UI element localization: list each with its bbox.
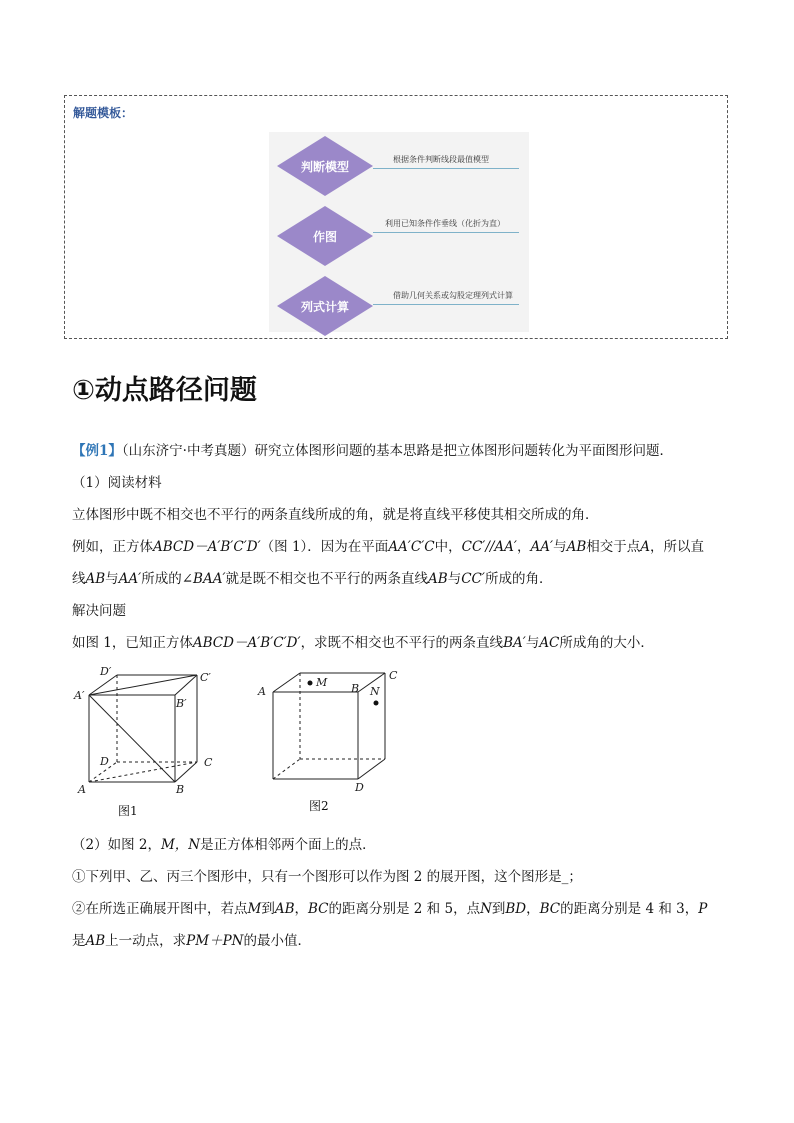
template-title: 解题模板：	[73, 106, 134, 120]
text: 与	[553, 539, 567, 555]
text: 线	[72, 571, 86, 587]
text: 与	[105, 571, 119, 587]
text: 的距离分别是 2 和 5，点	[328, 901, 481, 917]
text: 是正方体相邻两个面上的点．	[200, 837, 376, 853]
label-c: C	[204, 756, 213, 769]
label-a: A	[258, 685, 266, 698]
text: 的最小值．	[243, 933, 311, 949]
text: 所成角的大小．	[559, 635, 654, 651]
flowchart	[269, 132, 529, 332]
math: CC′//AA′	[461, 539, 517, 555]
text: 中，	[434, 539, 462, 555]
label-b1: B′	[176, 697, 187, 710]
label-a1: A′	[74, 689, 85, 702]
text: 是	[72, 933, 86, 949]
step-text: 利用已知条件作垂线（化折为直）	[385, 219, 505, 228]
paragraph-4	[72, 633, 654, 653]
label-c: C	[389, 669, 398, 682]
label-d1: D′	[100, 665, 112, 678]
connector-line	[373, 232, 519, 233]
label-d: D	[100, 755, 109, 768]
math: A	[640, 539, 650, 555]
label-b: B	[351, 682, 360, 695]
math: CC′	[461, 571, 485, 587]
example-source: （山东济宁·中考真题）研究立体图形问题的基本思路是把立体图形问题转化为平面图形问题．	[121, 443, 673, 459]
step-label: 作图	[312, 229, 337, 244]
math: AB	[85, 571, 106, 587]
flow-step-judge	[269, 136, 529, 196]
point-m	[308, 681, 313, 686]
math: BC	[539, 901, 561, 917]
step-text: 根据条件判断线段最值模型	[393, 155, 489, 164]
question-2-cont	[72, 931, 311, 951]
text: 所成的角．	[484, 571, 553, 587]
label-c1: C′	[200, 671, 211, 684]
step-label: 判断模型	[300, 159, 349, 174]
math: AB	[85, 933, 106, 949]
part1-heading: （1）阅读材料	[72, 475, 162, 491]
text: ，求既不相交也不平行的两条直线	[300, 635, 504, 651]
math: BC	[308, 901, 329, 917]
question-1: ①下列甲、乙、丙三个图形中，只有一个图形可以作为图 2 的展开图，这个图形是_；	[72, 869, 582, 885]
math: PM＋PN	[186, 933, 244, 949]
flow-step-draw	[269, 206, 529, 266]
text: 到	[491, 901, 506, 917]
label-m: M	[316, 676, 328, 689]
text: 例如，正方体	[72, 539, 153, 555]
text: ，	[526, 901, 540, 917]
text: 如图 1，已知正方体	[72, 635, 193, 651]
text: （图 1）．因为在平面	[260, 539, 389, 555]
figure-1-caption: 图1	[118, 804, 138, 818]
text: 与	[525, 635, 540, 651]
paragraph-1: 立体图形中既不相交也不平行的两条直线所成的角，就是将直线平移使其相交所成的角．	[72, 507, 599, 523]
math: AB	[274, 901, 295, 917]
text: ②在所选正确展开图中，若点	[72, 901, 248, 917]
math: N	[480, 901, 492, 917]
paragraph-2	[72, 537, 704, 557]
text: 上一动点，求	[105, 933, 187, 949]
figure-2-caption: 图2	[309, 799, 329, 813]
label-d: D	[355, 781, 364, 794]
text: ，	[517, 539, 531, 555]
text: ，所以直	[650, 539, 704, 555]
math: AB	[428, 571, 448, 587]
math: ∠BAA′	[181, 571, 226, 587]
text: 就是既不相交也不平行的两条直线	[225, 571, 429, 587]
template-box	[64, 95, 728, 339]
connector-line	[373, 168, 519, 169]
solve-heading: 解决问题	[72, 603, 126, 619]
step-label: 列式计算	[300, 299, 349, 314]
connector-line	[373, 304, 519, 305]
question-2	[72, 899, 707, 919]
math: AB	[566, 539, 587, 555]
figure-2-cube	[255, 662, 405, 802]
figure-1-cube	[72, 662, 222, 822]
math: M	[247, 901, 262, 917]
math: BA′	[503, 635, 526, 651]
label-b: B	[176, 783, 185, 796]
text: （2）如图 2，	[72, 837, 161, 853]
label-n: N	[370, 685, 380, 698]
paragraph-3	[72, 569, 552, 589]
math: AA′	[118, 571, 142, 587]
section-title: ①动点路径问题	[72, 375, 257, 406]
math: AC	[539, 635, 560, 651]
math: ABCD－A′B′C′D′	[153, 539, 261, 555]
math: AA′C′C	[388, 539, 435, 555]
math: P	[698, 901, 708, 917]
text: ，	[294, 901, 308, 917]
text: 的距离分别是 4 和 3，	[560, 901, 699, 917]
flow-step-calc	[269, 276, 529, 336]
step-text: 借助几何关系或勾股定理列式计算	[393, 291, 513, 300]
part2-intro	[72, 835, 376, 855]
label-a: A	[78, 783, 86, 796]
text: 到	[261, 901, 275, 917]
text: 所成的	[141, 571, 182, 587]
math: M，N	[160, 837, 201, 853]
example-tag: 【例1】	[72, 443, 122, 459]
point-n	[374, 701, 379, 706]
text: 相交于点	[586, 539, 641, 555]
math: ABCD－A′B′C′D′	[192, 635, 301, 651]
math: AA′	[530, 539, 554, 555]
text: 与	[447, 571, 462, 587]
example-line-1	[72, 441, 673, 461]
math: BD	[505, 901, 527, 917]
